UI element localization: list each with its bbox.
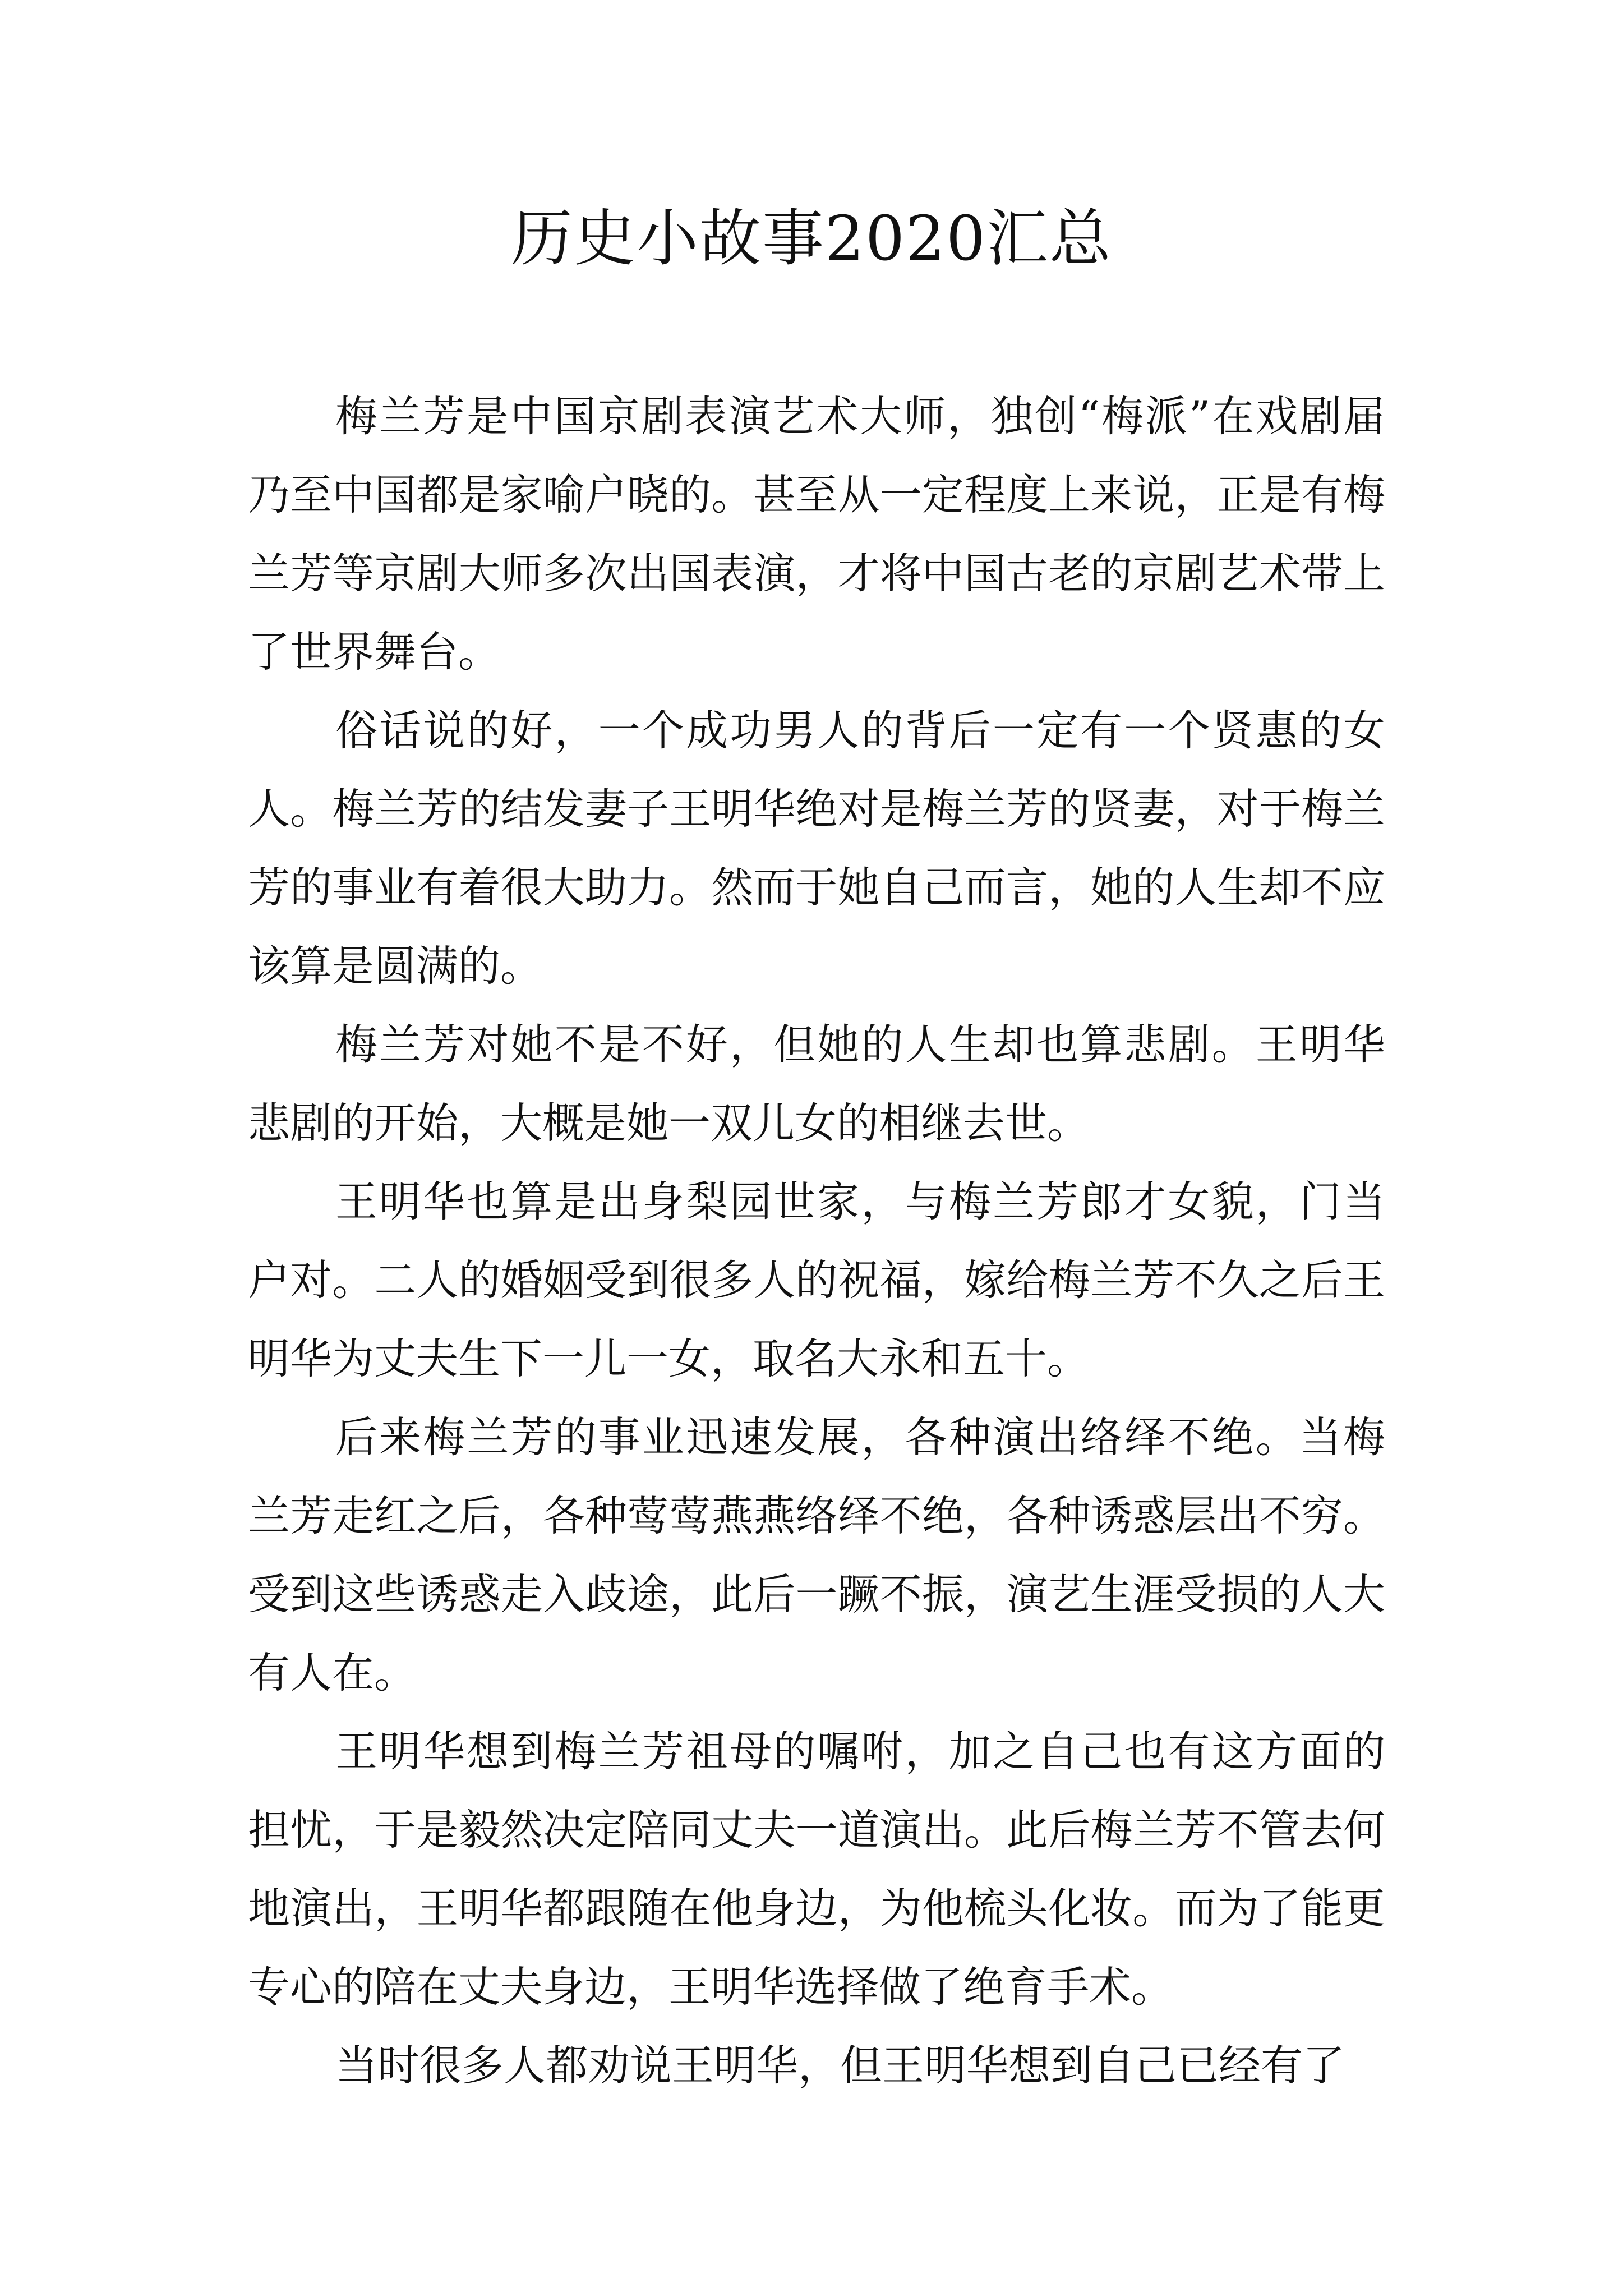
- paragraph-1: 梅兰芳是中国京剧表演艺术大师，独创“梅派”在戏剧届乃至中国都是家喻户晓的。甚至从一定程度上来说，正是有梅兰芳等京剧大师多次出国表演，才将中国古老的京剧艺术带上了世界舞台。: [248, 392, 1385, 677]
- paragraph-6: 王明华想到梅兰芳祖母的嘱咐，加之自己也有这方面的担忧，于是毅然决定陪同丈夫一道演出。此后梅兰芳不管去何地演出，王明华都跟随在他身边，为他梳头化妆。而为了能更专心的陪在丈夫身边，王明华选择做了绝育手术。: [248, 1727, 1385, 2012]
- paragraph-4: 王明华也算是出身梨园世家，与梅兰芳郎才女貌，门当户对。二人的婚姻受到很多人的祝福，嫁给梅兰芳不久之后王明华为丈夫生下一儿一女，取名大永和五十。: [248, 1177, 1385, 1383]
- paragraph-7: 当时很多人都劝说王明华，但王明华想到自己已经有了: [335, 2041, 1345, 2090]
- paragraph-2: 俗话说的好，一个成功男人的背后一定有一个贤惠的女人。梅兰芳的结发妻子王明华绝对是梅兰芳的贤妻，对于梅兰芳的事业有着很大助力。然而于她自己而言，她的人生却不应该算是圆满的。: [248, 706, 1385, 991]
- document-title: 历史小故事2020汇总: [511, 203, 1112, 274]
- paragraph-3: 梅兰芳对她不是不好，但她的人生却也算悲剧。王明华悲剧的开始，大概是她一双儿女的相继去世。: [248, 1020, 1385, 1148]
- document-body: [248, 377, 1385, 2105]
- paragraph-5: 后来梅兰芳的事业迅速发展，各种演出络绎不绝。当梅兰芳走红之后，各种莺莺燕燕络绎不绝，各种诱惑层出不穷。受到这些诱惑走入歧途，此后一蹶不振，演艺生涯受损的人大有人在。: [248, 1412, 1385, 1697]
